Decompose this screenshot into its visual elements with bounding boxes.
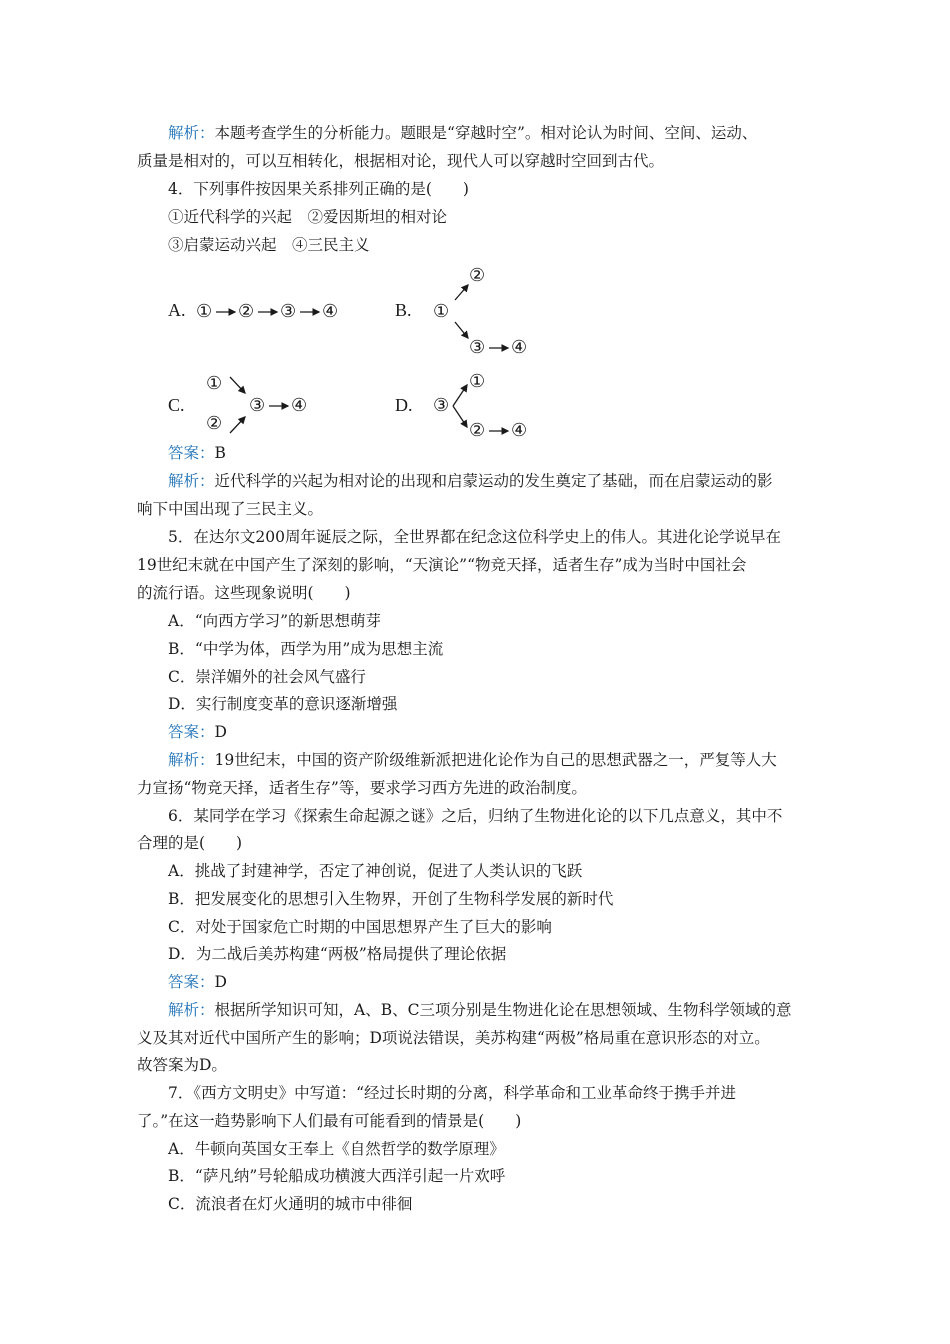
node-3: ③ xyxy=(469,337,486,358)
answer-value: D xyxy=(214,973,227,991)
answer-label: 答案： xyxy=(168,444,215,462)
arrow xyxy=(230,417,245,433)
q5-option-a: A．“向西方学习”的新思想萌芽 xyxy=(168,612,382,630)
q4-items-line2: ③启蒙运动兴起 ④三民主义 xyxy=(168,236,370,254)
q6-analysis-line3: 故答案为D。 xyxy=(137,1056,227,1074)
option-a-label: A. xyxy=(168,300,186,320)
analysis-label: 解析： xyxy=(168,751,215,769)
analysis-label: 解析： xyxy=(168,1001,215,1019)
q7-stem-line1: 7．《西方文明史》中写道：“经过长时期的分离，科学革命和工业革命终于携手并进 xyxy=(168,1084,737,1102)
q6-answer xyxy=(168,972,873,992)
q6-analysis-line2: 义及其对近代中国所产生的影响；D项说法错误，美苏构建“两极”格局重在意识形态的对立。 xyxy=(137,1029,770,1047)
node-1: ① xyxy=(206,373,223,394)
node-3: ③ xyxy=(433,395,450,416)
q6-option-c: C．对处于国家危亡时期的中国思想界产生了巨大的影响 xyxy=(168,918,552,936)
arrow xyxy=(230,377,245,393)
q7-option-a: A．牛顿向英国女王奉上《自然哲学的数学原理》 xyxy=(168,1140,505,1158)
node-2: ② xyxy=(238,301,255,322)
node-2: ② xyxy=(206,413,223,434)
q4-answer xyxy=(168,443,873,463)
q6-option-b: B．把发展变化的思想引入生物界，开创了生物科学发展的新时代 xyxy=(168,890,614,908)
q6-analysis-line1 xyxy=(168,1000,873,1020)
analysis-text: 近代科学的兴起为相对论的出现和启蒙运动的发生奠定了基础，而在启蒙运动的影 xyxy=(214,472,773,490)
diagram-arrows xyxy=(0,0,950,500)
arrow xyxy=(453,406,467,427)
node-3: ③ xyxy=(280,301,297,322)
node-4: ④ xyxy=(511,337,528,358)
answer-label: 答案： xyxy=(168,973,215,991)
q4-stem: 4．下列事件按因果关系排列正确的是( ) xyxy=(168,180,469,198)
node-3: ③ xyxy=(249,395,266,416)
node-4: ④ xyxy=(291,395,308,416)
node-4: ④ xyxy=(322,301,339,322)
q6-stem-line1: 6．某同学在学习《探索生命起源之谜》之后，归纳了生物进化论的以下几点意义，其中不 xyxy=(168,807,783,825)
q4-analysis-line1 xyxy=(168,471,873,491)
q4-analysis-line2: 响下中国出现了三民主义。 xyxy=(137,500,324,518)
q5-stem-line1: 5．在达尔文200周年诞辰之际，全世界都在纪念这位科学史上的伟人。其进化论学说早在 xyxy=(168,528,781,546)
analysis-label: 解析： xyxy=(168,472,215,490)
node-2: ② xyxy=(469,265,486,286)
q5-option-c: C．崇洋媚外的社会风气盛行 xyxy=(168,668,366,686)
option-d-label: D. xyxy=(395,395,413,415)
node-1: ① xyxy=(469,371,486,392)
answer-label: 答案： xyxy=(168,723,215,741)
q6-option-d: D．为二战后美苏构建“两极”格局提供了理论依据 xyxy=(168,945,507,963)
q7-option-b: B．“萨凡纳”号轮船成功横渡大西洋引起一片欢呼 xyxy=(168,1167,506,1185)
q5-analysis-line2: 力宣扬“物竞天择，适者生存”等，要求学习西方先进的政治制度。 xyxy=(137,779,587,797)
analysis-text: 19世纪末，中国的资产阶级维新派把进化论作为自己的思想武器之一，严复等人大 xyxy=(214,751,777,769)
analysis-text: 根据所学知识可知，A、B、C三项分别是生物进化论在思想领域、生物科学领域的意 xyxy=(214,1001,792,1019)
analysis-text: 本题考查学生的分析能力。题眼是“穿越时空”。相对论认为时间、空间、运动、 xyxy=(214,124,758,142)
node-4: ④ xyxy=(511,420,528,441)
answer-value: B xyxy=(214,444,226,462)
q6-stem-line2: 合理的是( ) xyxy=(137,834,243,852)
arrow xyxy=(455,285,468,300)
q7-option-c: C．流浪者在灯火通明的城市中徘徊 xyxy=(168,1195,413,1213)
node-1: ① xyxy=(433,301,450,322)
q7-stem-line2: 了。”在这一趋势影响下人们最有可能看到的情景是( ) xyxy=(137,1112,522,1130)
arrow xyxy=(453,385,467,406)
q5-stem-line3: 的流行语。这些现象说明( ) xyxy=(137,584,351,602)
q6-option-a: A．挑战了封建神学，否定了神创说，促进了人类认识的飞跃 xyxy=(168,862,583,880)
node-2: ② xyxy=(469,420,486,441)
q5-option-d: D．实行制度变革的意识逐渐增强 xyxy=(168,695,398,713)
q4-items-line1: ①近代科学的兴起 ②爱因斯坦的相对论 xyxy=(168,208,448,226)
option-b-label: B. xyxy=(395,300,412,320)
q5-answer xyxy=(168,722,873,742)
q3-analysis-line2: 质量是相对的，可以互相转化，根据相对论，现代人可以穿越时空回到古代。 xyxy=(137,152,665,170)
answer-value: D xyxy=(214,723,227,741)
option-c-label: C. xyxy=(168,395,185,415)
analysis-label: 解析： xyxy=(168,124,215,142)
node-1: ① xyxy=(196,301,213,322)
q5-option-b: B．“中学为体，西学为用”成为思想主流 xyxy=(168,640,444,658)
q5-stem-line2: 19世纪末就在中国产生了深刻的影响，“天演论”“物竞天择，适者生存”成为当时中国社会 xyxy=(137,556,747,574)
arrow xyxy=(455,322,468,338)
q5-analysis-line1 xyxy=(168,750,873,770)
